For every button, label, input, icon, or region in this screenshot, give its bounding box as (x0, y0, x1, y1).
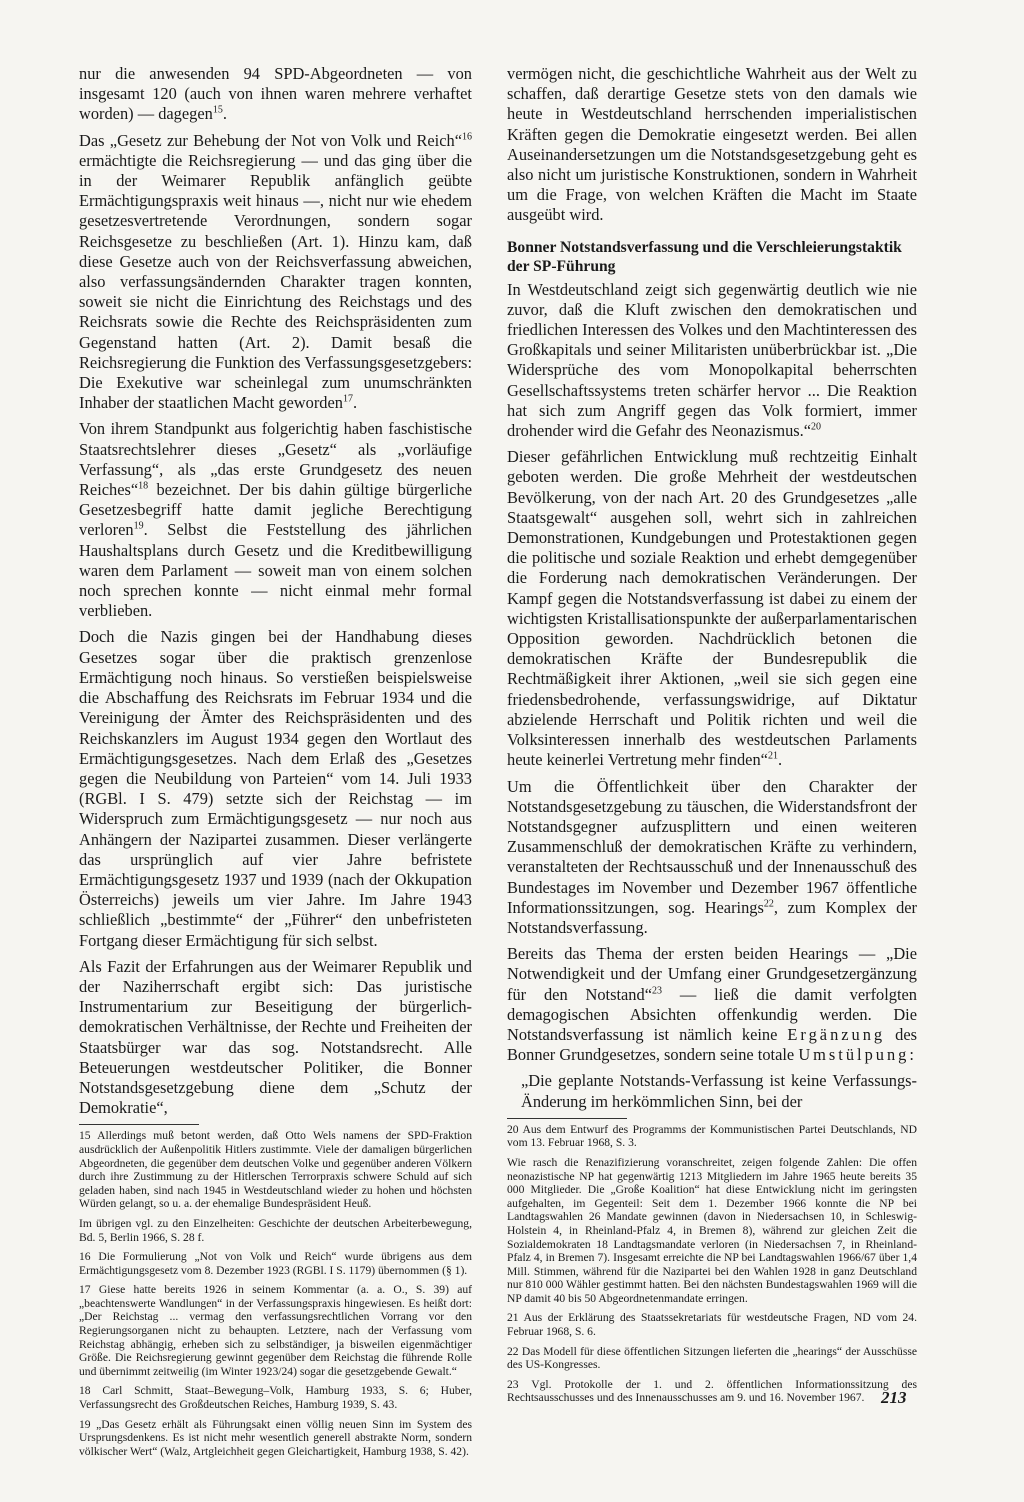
footnote: 17 Giese hatte bereits 1926 in seinem Kommentar (a. a. O., S. 39) auf „beachtenswerte Wandlungen“ in der Verfassungspraxis hingewiesen. Es heißt dort: „Der Reichstag ... vermag den verfassungsrechtlichen Vorrang vor den Regierungsorganen nicht zu behaupten. Letztere, nach der Verfassung vom Reichstag abhängig, erheben sich zu selbständiger, ja bisweilen eigenmächtiger Größe. Die Reichsregierung gewinnt gegenüber dem Reichstag die führende Rolle und übernimmt zeitweilig (im Winter 1923/24) sogar die gesetzgebende Gewalt.“ (79, 1283, 472, 1378)
paragraph: Bereits das Thema der ersten beiden Hearings — „Die Notwendigkeit und der Umfang einer Grundgesetzergänzung für den Notstand“$^{23}$ — ließ die damit verfolgten demagogischen Absichten offenkundig werden. Die Notstandsverfassung ist nämlich keine Ergänzung des Bonner Grundgesetzes, sondern seine totale Umstülpung: (507, 944, 917, 1065)
paragraph: Als Fazit der Erfahrungen aus der Weimarer Republik und der Naziherrschaft ergibt sich: Das juristische Instrumentarium zur Beseitigung der bürgerlich-demokratischen Verhältnisse, der Rechte und Freiheiten der Staatsbürger war das sog. Notstandsrecht. Alle Beteuerungen westdeutscher Politiker, die Bonner Notstandsgesetzgebung diene dem „Schutz der Demokratie“, (79, 956, 472, 1118)
footnote-ref: 19 (133, 521, 144, 532)
footnotes-right (507, 1123, 917, 1405)
footnote: 23 Vgl. Protokolle der 1. und 2. öffentlichen Informationssitzung des Rechtsausschusses und des Innenausschusses am 9. und 16. November 1967. (507, 1377, 917, 1405)
footnote-ref: 23 (651, 985, 662, 997)
paragraph: Das „Gesetz zur Behebung der Not von Volk und Reich“$^{16}$ ermächtigte die Reichsregierung — und das ging über die in der Weimarer Republik anfänglich geübte Ermächtigungspraxis weit hinaus —, nicht nur wie ehedem gesetzesvertretende Verordnungen, sondern sogar Reichsgesetze zu beschließen (Art. 1). Hinzu kam, daß diese Gesetze auch von der Reichsverfassung abweichen, also verfassungsändernden Charakter tragen konnten, soweit sie nicht die Einrichtung des Reichstags und des Reichsrats sowie die Rechte des Reichspräsidenten zum Gegenstand hatten (Art. 2). Damit besaß die Reichsregierung die Funktion des Verfassungsgesetzgebers: Die Exekutive war scheinlegal zum unumschränkten Inhaber der staatlichen Macht geworden$^{17}$. (79, 130, 472, 413)
footnote: 15 Allerdings muß betont werden, daß Otto Wels namens der SPD-Fraktion ausdrücklich der Außenpolitik Hitlers zustimmte. Viele der damaligen bürgerlichen Abgeordneten, die gegenüber dem deutschen Volke und gegenüber anderen Völkern durch ihre Zustimmung zu der Hitlerschen Terrorpraxis schwere Schuld auf sich geladen haben, sind nach 1945 in Westdeutschland wieder zu hohen und höchsten Würden gelangt, so u. a. der ehemalige Bundespräsident Heuß. (79, 1129, 472, 1211)
footnote: 16 Die Formulierung „Not von Volk und Reich“ wurde übrigens aus dem Ermächtigungsgesetz vom 8. Dezember 1923 (RGBl. I S. 1179) übernommen (§ 1). (79, 1250, 472, 1277)
paragraph: nur die anwesenden 94 SPD-Abgeordneten — von insgesamt 120 (auch von ihnen waren mehrere verhaftet worden) — dagegen$^{15}$. (79, 64, 472, 124)
paragraph: Dieser gefährlichen Entwicklung muß rechtzeitig Einhalt geboten werden. Die große Mehrheit der westdeutschen Bevölkerung, von der nach Art. 20 des Grundgesetzes „alle Staatsgewalt“ ausgehen soll, wehrt sich in zahlreichen Demonstrationen, Kundgebungen und Protestaktionen gegen die politische und soziale Reaktion und erhebt demgegenüber die Forderung nach demokratischen Veränderungen. Der Kampf gegen die Notstandsverfassung ist dabei zu einem der wichtigsten Kristallisationspunkte der außerparlamentarischen Opposition geworden. Nachdrücklich betonen die demokratischen Kräfte der Bundesrepublik die Rechtmäßigkeit ihrer Aktionen, „weil sie sich gegen eine friedensbedrohende, verfassungswidrige, auf Diktatur abzielende Herrschaft und Politik richten und weil die Volksinteressen innerhalb des westdeutschen Parlaments heute keinerlei Vertretung mehr finden“$^{21}$. (507, 447, 917, 770)
emphasis: Ergänzung (787, 1024, 886, 1044)
footnote-ref: 16 (462, 131, 472, 143)
footnote-ref: 22 (763, 898, 774, 910)
footnote: 22 Das Modell für diese öffentlichen Sitzungen lieferten die „hearings“ der Ausschüsse des US-Kongresses. (507, 1344, 917, 1372)
paragraph: In Westdeutschland zeigt sich gegenwärtig deutlich wie nie zuvor, daß die Kluft zwischen den demokratischen und friedlichen Interessen des Volkes und den Machtinteressen des Großkapitals und seiner Militaristen unüberbrückbar ist. „Die Widersprüche des vom Monopolkapital beherrschten Gesellschaftssystems treten schärfer hervor ... Die Reaktion hat sich zum Angriff gegen das Volk formiert, immer drohender wird die Gefahr des Neonazismus.“$^{20}$ (507, 279, 917, 441)
footnote-ref: 17 (342, 393, 353, 405)
footnote: 18 Carl Schmitt, Staat–Bewegung–Volk, Hamburg 1933, S. 6; Huber, Verfassungsrecht des Großdeutschen Reiches, Hamburg 1939, S. 43. (79, 1384, 472, 1412)
footnote: Im übrigen vgl. zu den Einzelheiten: Geschichte der deutschen Arbeiterbewegung, Bd. 5, Berlin 1966, S. 28 f. (79, 1216, 472, 1244)
footnote-ref: 21 (767, 750, 778, 762)
left-column (79, 64, 472, 1464)
section-heading: Bonner Notstandsverfassung und die Verschleierungstaktik der SP-Führung (507, 238, 902, 275)
block-quote: „Die geplante Notstands-Verfassung ist keine Verfassungs-Änderung im herkömmlichen Sinn, bei der (521, 1071, 917, 1111)
footnote-ref: 18 (138, 480, 149, 492)
right-column (507, 64, 917, 1411)
footnote-divider (79, 1124, 199, 1125)
page-number: 213 (881, 1388, 907, 1407)
paragraph: vermögen nicht, die geschichtliche Wahrheit aus der Welt zu schaffen, daß derartige Gesetze stets von den damals wie heute in Westdeutschland herrschenden imperialistischen Kräften gegen die Demokratie eingesetzt werden. Bei allen Auseinandersetzungen um die Notstandsgesetzgebung geht es also nicht um juristische Konstruktionen, sondern in Wahrheit um die Frage, von welchen Kräften die Macht im Staate ausgeübt wird. (507, 64, 917, 225)
footnote: 21 Aus der Erklärung des Staatssekretariats für westdeutsche Fragen, ND vom 24. Februar 1968, S. 6. (507, 1311, 917, 1339)
footnote: 20 Aus dem Entwurf des Programms der Kommunistischen Partei Deutschlands, ND vom 13. Februar 1968, S. 3. (507, 1122, 917, 1150)
footnote-ref: 20 (811, 421, 822, 433)
footnote-divider (507, 1118, 627, 1119)
paragraph: Um die Öffentlichkeit über den Charakter der Notstandsgesetzgebung zu täuschen, die Widerstandsfront der Notstandsgegner aufzusplittern und einen weiteren Zusammenschluß der demokratischen Kräfte zu verhindern, veranstalteten der Rechtsausschuß und der Innenausschuß des Bundestages im November und Dezember 1967 öffentliche Informationssitzungen, sog. Hearings$^{22}$, zum Komplex der Notstandsverfassung. (507, 776, 917, 937)
footnote: 19 „Das Gesetz erhält als Führungsakt einen völlig neuen Sinn im System des Ursprungsdenkens. Es ist nicht mehr wesentlich generell abstrakte Norm, sondern völkischer Wert“ (Walz, Artgleichheit gegen Gleichartigkeit, Hamburg 1938, S. 42). (79, 1417, 472, 1458)
emphasis: Umstülpung (798, 1045, 910, 1065)
footnotes-left (79, 1129, 472, 1458)
footnote: Wie rasch die Renazifizierung voranschreitet, zeigen folgende Zahlen: Die offen neonazistische NP hat gegenwärtig 1213 Mitgliedern im Jahre 1965 heute bereits 35 000 Mitglieder. Die „Große Koalition“ hat diese Entwicklung nicht im geringsten aufgehalten, im Gegenteil: Seit dem 1. Dezember 1966 konnte die NP bei Landtagswahlen 26 Mandate gewinnen (davon in Niedersachsen 10, in Schleswig-Holstein 4, in Rheinland-Pfalz 4, in Bremen 8), während zur gleichen Zeit die Sozialdemokraten 18 Landtagsmandate verloren (in Niedersachsen 7, in Rheinland-Pfalz 4, in Bremen 7). Insgesamt erreichte die NP bei Landtagswahlen 1966/67 über 1,4 Mill. Stimmen, während für die Nazipartei bei den Wahlen 1928 in ganz Deutschland nur 810 000 Wähler gestimmt hatten. Bei den nächsten Bundestagswahlen 1969 will die NP damit 40 bis 50 Abgeordnetenmandate erringen. (507, 1155, 917, 1305)
paragraph: Von ihrem Standpunkt aus folgerichtig haben faschistische Staatsrechtslehrer dieses „Gesetz“ als „vorläufige Verfassung“, als „das erste Grundgesetz des neuen Reiches“$^{18}$ bezeichnet. Der bis dahin gültige bürgerliche Gesetzesbegriff hatte damit jegliche Berechtigung verloren$^{19}$. Selbst die Feststellung des jährlichen Haushaltsplans durch Gesetz und die Kreditbewilligung waren dem Parlament — soweit man von einem solchen noch sprechen konnte — nicht einmal mehr formal verblieben. (79, 419, 472, 621)
footnote-ref: 15 (212, 104, 223, 116)
paragraph: Doch die Nazis gingen bei der Handhabung dieses Gesetzes sogar über die praktisch grenzenlose Ermächtigung noch hinaus. So verstießen beispielsweise die Abschaffung des Reichsrats im Februar 1934 und die Vereinigung der Ämter des Reichspräsidenten und des Reichskanzlers im August 1934 gegen den Wortlaut des Ermächtigungsgesetzes. Nach dem Erlaß des „Gesetzes gegen die Neubildung von Parteien“ vom 14. Juli 1933 (RGBl. I S. 479) setzte sich der Reichstag — im Widerspruch zum Ermächtigungsgesetz — nur noch aus Anhängern der Nazipartei zusammen. Dieser verlängerte das ursprünglich auf vier Jahre befristete Ermächtigungsgesetz 1937 und 1939 (nach der Okkupation Österreichs) jeweils um vier Jahre. Im Jahre 1943 schließlich „bestimmte“ der „Führer“ den unbefristeten Fortgang dieser Ermächtigung für sich selbst. (79, 627, 472, 950)
